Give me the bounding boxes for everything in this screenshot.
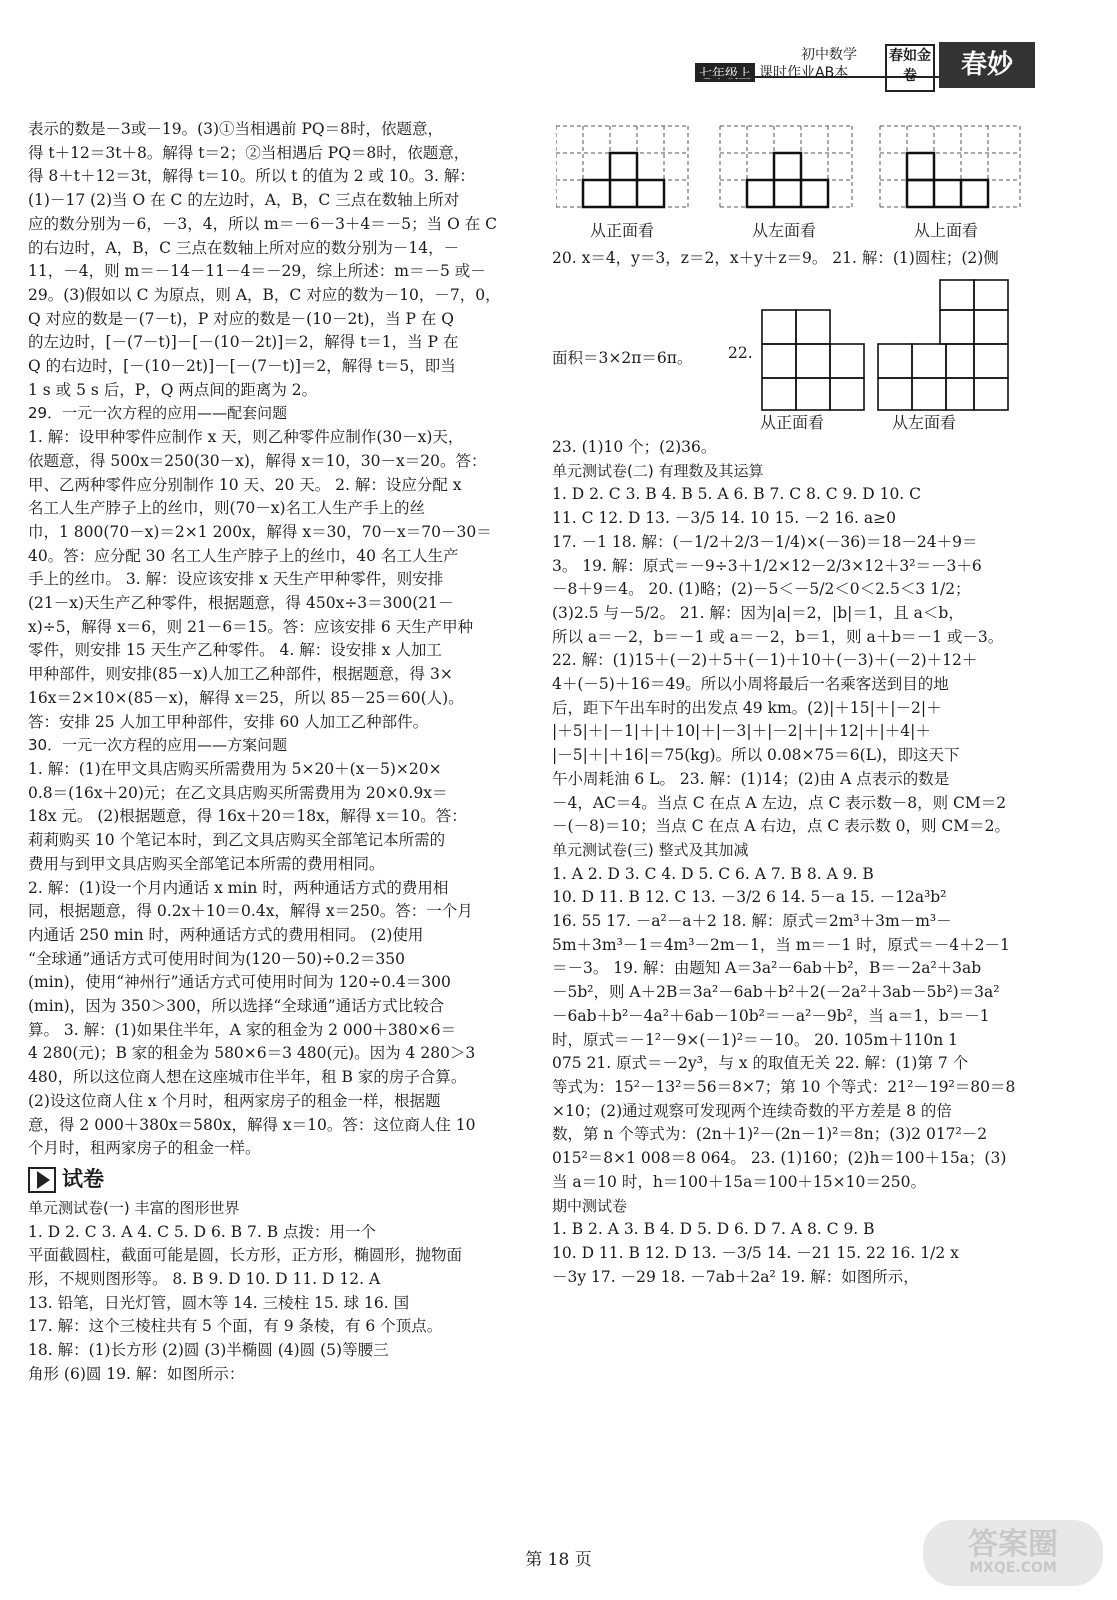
text-line: 费用与到甲文具店购买全部笔记本所需的费用相同。 [28, 854, 385, 873]
text-line: ×10；(2)通过观察可发现两个连续奇数的平方差是 8 的倍 [552, 1101, 952, 1120]
left-view-grid [720, 126, 852, 207]
text-line: －6ab＋b²－4a²＋6ab－10b²＝－a²－9b²，当 a＝1，b＝－1 [552, 1006, 990, 1025]
text-line: 17. －1 18. 解：(－1/2＋2/3－1/4)×(－36)＝18－24＋9＝ [552, 532, 978, 551]
text-line: 1. 解：设甲种零件应制作 x 天，则乙种零件应制作(30－x)天， [28, 428, 464, 447]
text-line: 1. D 2. C 3. B 4. B 5. A 6. B 7. C 8. C 9. D 10. C [552, 485, 922, 504]
text-line: 4＋(－5)＋16＝49。所以小周将最后一名乘客送到目的地 [552, 675, 949, 694]
text-line: 11. C 12. D 13. －3/5 14. 10 15. －2 16. a≥0 [552, 509, 897, 528]
header-brand: 春如金卷 [885, 44, 935, 92]
text-line: 答：安排 25 人加工甲种部件，安排 60 人加工乙种部件。 [28, 712, 429, 731]
top-view-caption: 从上面看 [914, 221, 979, 240]
text-line: 5m＋3m³－1＝4m³－2m－1，当 m＝－1 时，原式＝－4＋2－1 [552, 935, 1010, 954]
text-line: 时，原式＝－1²－9×(－1)²＝－10。 20. 105m＋110n 1 [552, 1030, 958, 1049]
text-line: 单元测试卷(三) 整式及其加减 [552, 840, 749, 859]
text-line: 甲、乙两种零件应分别制作 10 天、20 天。 2. 解：设应分配 x [28, 475, 462, 494]
q22-left-caption: 从左面看 [892, 413, 957, 432]
text-line: 甲种部件，则安排(85－x)人加工乙种部件，根据题意，得 3× [28, 665, 453, 684]
answer-area-line: 面积＝3×2π＝6π。 [552, 349, 693, 367]
text-line: 18x 元。 (2)根据题意，得 16x＋20＝18x，解得 x＝10。答： [28, 807, 467, 826]
text-line: 480，所以这位商人想在这座城市住半年，租 B 家的房子合算。 [28, 1068, 467, 1087]
text-line: 0.8＝(16x＋20)元；在乙文具店购买所需费用为 20×0.9x＝ [28, 783, 448, 802]
text-line: 18. 解：(1)长方形 (2)圆 (3)半椭圆 (4)圆 (5)等腰三 [28, 1341, 389, 1360]
text-line: 2. 解：(1)设一个月内通话 x min 时，两种通话方式的费用相 [28, 878, 449, 897]
text-line: “全球通”通话方式可使用时间为(120－50)÷0.2＝350 [28, 949, 405, 968]
text-line: －8＋9＝4。 20. (1)略；(2)－5＜－5/2＜0＜2.5＜3 1/2； [552, 580, 971, 599]
text-line: 巾，1 800(70－x)＝2×1 200x，解得 x＝30，70－x＝70－30＝ [28, 522, 492, 541]
text-line: 1. A 2. D 3. C 4. D 5. C 6. A 7. B 8. A 9. B [552, 864, 874, 883]
text-line: 期中测试卷 [552, 1196, 628, 1215]
text-line: 1 s 或 5 s 后，P，Q 两点间的距离为 2。 [28, 380, 318, 399]
q22-front-caption: 从正面看 [760, 413, 825, 432]
right-column [552, 436, 1044, 1289]
text-line: 22. 解：(1)15＋(－2)＋5＋(－1)＋10＋(－3)＋(－2)＋12＋ [552, 651, 978, 670]
header-series-line [695, 62, 848, 82]
page-header [695, 42, 1035, 92]
q22-left-view [878, 280, 1008, 410]
text-line: (min)，因为 350＞300，所以选择“全球通”通话方式比较合 [28, 997, 445, 1016]
text-line: 当 a＝10 时，h＝100＋15a＝100＋15×10＝250。 [552, 1172, 926, 1191]
text-line: 10. D 11. B 12. D 13. －3/5 14. －21 15. 22 16. 1/2 x [552, 1243, 959, 1262]
text-line: (3)2.5 与－5/2。 21. 解：因为|a|＝2，|b|＝1，且 a＜b， [552, 603, 964, 622]
text-line: 29．一元一次方程的应用——配套问题 [28, 404, 288, 423]
text-line: 内通话 250 min 时，两种通话方式的费用相同。 (2)使用 [28, 925, 424, 944]
text-line: 应的数分别为－6，－3，4，所以 m＝－6－3＋4＝－5；当 O 在 C [28, 214, 498, 233]
watermark-logo [923, 1520, 1103, 1586]
text-line: －3y 17. －29 18. －7ab＋2a² 19. 解：如图所示， [552, 1267, 919, 1286]
text-line: 角形 (6)圆 19. 解：如图所示： [28, 1364, 245, 1383]
text-line: x)÷5，解得 x＝6，则 21－6＝15。答：应该安排 6 天生产甲种 [28, 617, 474, 636]
text-line: 得 8＋t＋12＝3t，解得 t＝10。所以 t 的值为 2 或 10。3. 解： [28, 167, 475, 186]
text-line: 015²＝8×1 008＝8 064。 23. (1)160；(2)h＝100＋15a；(3) [552, 1149, 1007, 1168]
exam-heading-text: 试卷 [62, 1167, 104, 1192]
text-line: 零件，则安排 15 天生产乙种零件。 4. 解：设安排 x 人加工 [28, 641, 442, 660]
text-line: (21－x)天生产乙种零件，根据题意，得 450x÷3＝300(21－ [28, 594, 454, 613]
text-line: 等式为：15²－13²＝56＝8×7；第 10 个等式：21²－19²＝80＝8 [552, 1077, 1016, 1096]
text-line: 意，得 2 000＋380x＝580x，解得 x＝10。答：这位商人住 10 [28, 1115, 476, 1134]
text-line: 29。(3)假如以 C 为原点，则 A，B，C 对应的数为－10，－7，0， [28, 285, 501, 304]
text-line: 40。答：应分配 30 名工人生产脖子上的丝巾，40 名工人生产 [28, 546, 459, 565]
text-line: 算。 3. 解：(1)如果住半年，A 家的租金为 2 000＋380×6＝ [28, 1020, 456, 1039]
text-line: 17. 解：这个三棱柱共有 5 个面，有 9 条棱，有 6 个顶点。 [28, 1317, 443, 1336]
text-line: 莉莉购买 10 个笔记本时，到乙文具店购买全部笔记本所需的 [28, 831, 446, 850]
text-line: 30．一元一次方程的应用——方案问题 [28, 736, 288, 755]
text-line: 1. D 2. C 3. A 4. C 5. D 6. B 7. B 点拨：用一个 [28, 1222, 377, 1241]
text-line: 10. D 11. B 12. C 13. －3/2 6 14. 5－a 15. －12a³b² [552, 888, 947, 907]
text-line: －(－8)＝10；当点 C 在点 A 右边，点 C 表示数 0，则 CM＝2。 [552, 817, 1010, 836]
text-line: 名工人生产脖子上的丝巾，则(70－x)名工人生产手上的丝 [28, 499, 426, 518]
header-subject: 初中数学 [801, 47, 857, 63]
text-line: －4，AC＝4。当点 C 在点 A 左边，点 C 表示数－8，则 CM＝2 [552, 793, 1007, 812]
text-line: 23. (1)10 个；(2)36。 [552, 438, 717, 456]
text-line: 平面截圆柱，截面可能是圆，长方形，正方形，椭圆形，抛物面 [28, 1246, 463, 1265]
text-line: 1. B 2. A 3. B 4. D 5. D 6. D 7. A 8. C 9. B [552, 1220, 875, 1239]
text-line: (1)－17 (2)当 O 在 C 的左边时，A，B，C 三点在数轴上所对 [28, 191, 460, 210]
text-line: 单元测试卷(二) 有理数及其运算 [552, 461, 764, 480]
text-line: ＝－3。 19. 解：由题知 A＝3a²－6ab＋b²，B＝－2a²＋3ab [552, 959, 982, 978]
text-line: (min)，使用“神州行”通话方式可使用时间为 120÷0.4＝300 [28, 973, 451, 992]
watermark-main: 答案圈 [968, 1527, 1058, 1562]
text-line: 同，根据题意，得 0.2x＋10＝0.4x，解得 x＝250。答：一个月 [28, 902, 473, 921]
top-view-grid [880, 126, 1020, 207]
text-line: 数，第 n 个等式为：(2n＋1)²－(2n－1)²＝8n；(3)2 017²－2 [552, 1125, 988, 1144]
text-line: 4 280(元)；B 家的租金为 580×6＝3 480(元)。因为 4 280＞3 [28, 1044, 476, 1063]
text-line: Q 对应的数是－(7－t)，P 对应的数是－(10－2t)，当 P 在 Q [28, 309, 455, 328]
text-line: 个月时，租两家房子的租金一样。 [28, 1139, 261, 1158]
text-line: |＋5|＋|－1|＋|＋10|＋|－3|＋|－2|＋|＋12|＋|＋4|＋ [552, 722, 931, 741]
q22-front-view [762, 310, 864, 410]
text-line: 单元测试卷(一) 丰富的图形世界 [28, 1198, 240, 1217]
text-line: 3。 19. 解：原式＝－9÷3＋1/2×12－2/3×12＋3²＝－3＋6 [552, 556, 982, 575]
text-line: 表示的数是－3或－19。(3)①当相遇前 PQ＝8时，依题意， [28, 120, 443, 138]
text-line: Q 的右边时，[－(10－2t)]－[－(7－t)]＝2，解得 t＝5，即当 [28, 357, 456, 376]
right-column-text [552, 436, 1044, 1289]
text-line: 11，－4，则 m＝－14－11－4＝－29，综上所述：m＝－5 或－ [28, 262, 486, 281]
text-line: 后，距下午出车时的出发点 49 km。(2)|＋15|＋|－2|＋ [552, 698, 942, 717]
q22-figure [760, 278, 1050, 412]
text-line: 的右边时，A，B，C 三点在数轴上所对应的数分别为－14，－ [28, 238, 460, 257]
text-line: 得 t＋12＝3t＋8。解得 t＝2；②当相遇后 PQ＝8时，依题意， [28, 143, 470, 162]
left-column-text [28, 118, 516, 1161]
text-line: |－5|＋|＋16|＝75(kg)。所以 0.08×75＝6(L)，即这天下 [552, 746, 960, 765]
text-line: (2)设这位商人住 x 个月时，租两家房子的租金一样，根据题 [28, 1091, 441, 1110]
text-line: 形，不规则图形等。 8. B 9. D 10. D 11. D 12. A [28, 1270, 381, 1289]
watermark-sub: MXQE.COM [969, 1560, 1057, 1576]
left-column [28, 118, 516, 1387]
header-series: 课时作业AB本 [759, 65, 849, 81]
page-number: 第 18 页 [525, 1550, 592, 1570]
text-line: 午小周耗油 6 L。 23. 解：(1)14；(2)由 A 点表示的数是 [552, 769, 950, 788]
left-column-text-2 [28, 1197, 516, 1387]
play-icon [28, 1167, 56, 1193]
text-line: 所以 a＝－2，b＝－1 或 a＝－2，b＝1，则 a＋b＝－1 或－3。 [552, 627, 1004, 646]
q22-label: 22. [728, 344, 753, 362]
text-line: 手上的丝巾。 3. 解：设应该安排 x 天生产甲种零件，则安排 [28, 570, 444, 589]
exam-section-heading [28, 1167, 516, 1193]
text-line: 1. 解：(1)在甲文具店购买所需费用为 5×20＋(x－5)×20× [28, 759, 442, 778]
text-line: 的左边时，[－(7－t)]－[－(10－2t)]＝2，解得 t＝1，当 P 在 [28, 333, 459, 352]
header-grade-tag: 七年级上 [695, 63, 755, 82]
text-line: 16. 55 17. －a²－a＋2 18. 解：原式＝2m³＋3m－m³－ [552, 912, 952, 931]
text-line: 13. 铅笔，日光灯管，圆木等 14. 三棱柱 15. 球 16. 国 [28, 1293, 410, 1312]
front-view-grid [556, 126, 688, 207]
left-view-caption: 从左面看 [752, 221, 817, 240]
text-line: 依题意，得 500x＝250(30－x)，解得 x＝10，30－x＝20。答： [28, 451, 487, 470]
text-line: 16x＝2×10×(85－x)，解得 x＝25，所以 85－25＝60(人)。 [28, 688, 464, 707]
text-line: 075 21. 原式＝－2y³，与 x 的取值无关 22. 解：(1)第 7 个 [552, 1054, 969, 1073]
answer-line-20: 20. x＝4，y＝3，z＝2，x＋y＋z＝9。 21. 解：(1)圆柱；(2)侧 [552, 249, 999, 267]
front-view-caption: 从正面看 [590, 221, 655, 240]
text-line: －5b²，则 A＋2B＝3a²－6ab＋b²＋2(－2a²＋3ab－5b²)＝3a² [552, 983, 1000, 1002]
brand-logo: 春妙 [939, 42, 1035, 88]
